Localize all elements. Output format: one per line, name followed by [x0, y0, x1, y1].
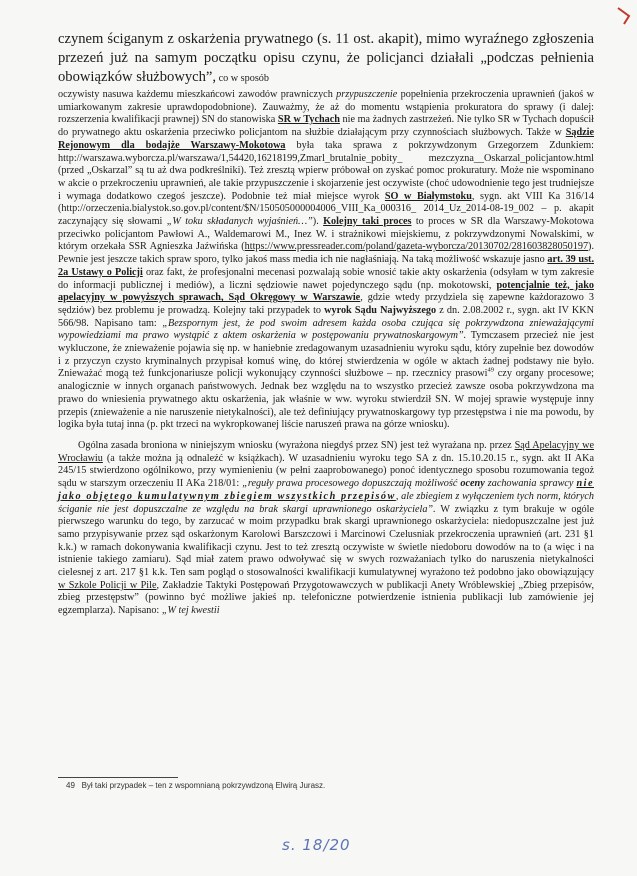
- footnote-number: 49: [66, 781, 75, 790]
- appeal-court-quote: „reguły prawa procesowego dopuszczają możliwość oceny zachowania sprawcy nie jako objętego kumulatywnym zbiegiem wszystkich przepisów, ale zbiegiem z wyłączeniem tych norm, których ściganie nie jest dopuszczalne ze względu na brak skargi uprawnionego oskarżyciela”.: [58, 478, 594, 515]
- court-reference-so-warszawa: potencjalnie też, jako apelacyjny w powyższych sprawach, Sąd Okręgowy w Warszawie: [58, 279, 594, 304]
- pressreader-link[interactable]: https://www.pressreader.com/poland/gazeta-wyborcza/20130702/281603828050197: [244, 241, 589, 253]
- handwritten-page-number: s. 18/20: [282, 836, 351, 854]
- lead-paragraph: [58, 30, 594, 87]
- police-act-reference: art. 39 ust. 2a Ustawy o Policji: [58, 254, 594, 278]
- paragraph-2: Ogólna zasada broniona w niniejszym wniosku (wyrażona niegdyś przez SN) jest też wyrażana np. przez Sąd Apelacyjny we Wrocławiu (a także można ją odnaleźć w książkach). W uzasadnieniu wyroku tego SA z dn. 15.10.20.15 r., sygn. akt II AKa 245/15 stwierdzono ogólnikowo, przy wymienieniu (w pełni zaaprobowanego) ponoć identycznego sposobu rozumowania tegoż sądu w starszym orzeczeniu II AKa 218/01: „reguły prawa procesowego dopuszczają możliwość oceny zachowania sprawcy nie jako objętego kumulatywnym zbiegiem wszystkich przepisów, ale zbiegiem z wyłączeniem tych norm, których ściganie nie jest dopuszczalne ze względu na brak skargi uprawnionego oskarżyciela”. W związku z tym brakuje w ogóle pierwszego warunku do tego, by zarzucać w moim przypadku brak skargi uprawnionego oskarżyciela: niedopuszczalne jest już samo przypisywanie przez sąd oskarżonym Karolowi Barszczowi i Marcinowi Czelusniak przekroczenia uprawnień (art. 231 §1 k.k.) w ramach dokonywania kwalifikacji czynu. Jest to też zresztą oczywiste w świetle niedoboru dowodów na to (a więc i na istnienie takiego zamiaru). Sąd miał zatem prawo odwoływać się w swych rozważaniach tylko do naruszenia nietykalności cielesnej z art. 217 §1 k.k. Ten sam pogląd o stosowalności kwalifikacji kumulatywnej wyrażono też podobno jako obowiązujący w Szkole Policji w Pile, Zakładzie Taktyki Postępowań Przygotowawczych w publikacji Anety Wróblewskiej „Zbieg przepisów, zbieg przestępstw” (powinno być możliwe jakieś np. telefoniczne potwierdzenie istnienia publikacji lub zamówienie jej egzemplarza). Napisano: „W tej kwestii: [58, 439, 594, 617]
- lead-tail: co w sposób: [216, 73, 269, 84]
- lead-text: czynem ściganym z oskarżenia prywatnego (s. 11 ost. akapit), mimo wyraźnego zgłoszenia przezeń już na samym początku opisu czynu, że policjanci działali „podczas pełnienia obowiązków służbowych”,: [58, 31, 594, 85]
- supreme-court-quote: „Bezspornym jest, że pod swoim adresem każda osoba czująca się pokrzywdzona znieważającymi wypowiedziami ma prawo wystąpić z aktem oskarżenia w postępowaniu prywatnoskargowym”.: [58, 317, 594, 342]
- court-reference-sr-tychy: SR w Tychach: [277, 114, 340, 126]
- footnote-divider: [58, 777, 178, 778]
- paragraph-1: oczywisty nasuwa każdemu mieszkańcowi zawodów prawniczych przypuszczenie popełnienia przekroczenia uprawnień (jakoś w umiarkowanym zakresie uprawdopodobnione). Zauważmy, że aż do momentu wstąpienia prokuratora do sprawy (i dalej: rozszerzenia kwalifikacji prawnej) SN do stanowiska SR w Tychach nie ma żadnych zastrzeżeń. Nie tylko SR w Tychach dopuścił do prywatnego aktu oskarżenia przeciwko policjantom na służbie działającym przy czynnościach służbowych. Także w Sądzie Rejonowym dla bodajże Warszawy-Mokotowa była taka sprawa z pokrzywdzonym Grzegorzem Zdunkiem: http://warszawa.wyborcza.pl/warszawa/1,54420,16218199,Zmarl_brutalnie_pobity_ mezczyzna__Oskarzal_policjantow.html (przed „Oskarzal” są tu aż dwa podkreślniki). Też zresztą wpierw próbował on zyskać pomoc prokuratury. Może nie wspominano w akcie o przekroczeniu uprawnień, ale takie przypuszczenie i skojarzenie jest oczywiste (choć udowodnienie tego jest trudniejsze i wymaga dodatkowo czegoś jeszcze). Podobnie też miał miejsce wyrok SO w Białymstoku, sygn. akt VIII Ka 316/14 (http://orzeczenia.bialystok.so.gov.pl/content/$N/150505000004006_VIII_Ka_000316_ 2014_Uz_2014-08-19_002 – p. akapit zaczynający się słowami „W toku składanych wyjaśnień…”). Kolejny taki proces to proces w SR dla Warszawy-Mokotowa przeciwko policjantom Pawłowi A., Waldemarowi M., Inez W. i strażnikowi miejskiemu, z pokrzywdzonymi Nowalskimi, w którym orzekała SSR Agnieszka Jaźwińska (https://www.pressreader.com/poland/gazeta-wyborcza/20130702/281603828050197). Pewnie jest jeszcze takich spraw sporo, tylko jakoś mass media ich nie nagłaśniają. Na taką możliwość wskazuje jasno art. 39 ust. 2a Ustawy o Policji oraz fakt, że profesjonalni mecenasi pozwalają sobie wnosić takie akty oskarżenia (odsyłam w tym zakresie do informacji publicznej i mediów), a liczni sędziowie nawet pojedynczego sądu (np. mokotowski, potencjalnie też, jako apelacyjny w powyższych sprawach, Sąd Okręgowy w Warszawie, gdzie wtedy przydziela się zapewne każdorazowo 3 sędziów) bez problemu je prowadzą. Kolejny taki przypadek to wyrok Sądu Najwyższego z dn. 2.08.2002 r., sygn. akt IV KKN 566/98. Napisano tam: „Bezspornym jest, że pod swoim adresem każda osoba czująca się pokrzywdzona znieważającymi wypowiedziami ma prawo wystąpić z aktem oskarżenia w postępowaniu prywatnoskargowym”. Tymczasem przecież nie jest wykluczone, że znieważenie pojawia się np. w haniebnie zredagowanym uzasadnieniu wyroku sądu, który zupełnie bez dowodów i z przyczyn czysto kryminalnych przypisał komuś winę, do której stwierdzenia w ogóle w aktach żadnej podstawy nie było. Znieważać mogą też funkcjonariusze policji wykonujący czynności służbowe – np. rzecznicy prasowi$^{49}$ czy organy procesowe; analogicznie w innych organach państwowych. Jednak bez względu na to wszystko przecież zawsze osoba pokrzywdzona ma prawo do wniesienia prywatnego aktu oskarżenia, jak właśnie w ww. wyroku stwierdził SN. W mojej sprawie występuje inny przepis (znieważenie a nie naruszenie nietykalności), ale też definiujący prywatnoskargowy typ przestępstwa i nie ma powodu, by logika była tutaj inna (p. pkt trzeci na wykropkowanej liście naruszeń prawa na górze wniosku).: [58, 89, 595, 431]
- footnote-reference[interactable]: 49: [487, 367, 494, 375]
- footnote-text: Był taki przypadek – ten z wspomnianą pokrzywdzoną Elwirą Jurasz.: [81, 781, 326, 790]
- kolejny-proces-phrase: Kolejny taki proces: [323, 216, 412, 228]
- court-reference-sr-mokotow: Sądzie Rejonowym dla bodajże Warszawy-Mokotowa: [58, 127, 594, 151]
- supreme-court-ruling: wyrok Sądu Najwyższego: [324, 304, 437, 316]
- court-reference-so-bialystok: SO w Białymstoku: [384, 190, 472, 202]
- document-page: [58, 30, 594, 618]
- police-school-reference: w Szkole Policji w Pile: [58, 579, 157, 591]
- footnote: [66, 781, 325, 790]
- court-reference-sa-wroclaw: Sąd Apelacyjny we Wrocławiu: [58, 439, 594, 464]
- corner-scan-mark-icon: [615, 6, 633, 26]
